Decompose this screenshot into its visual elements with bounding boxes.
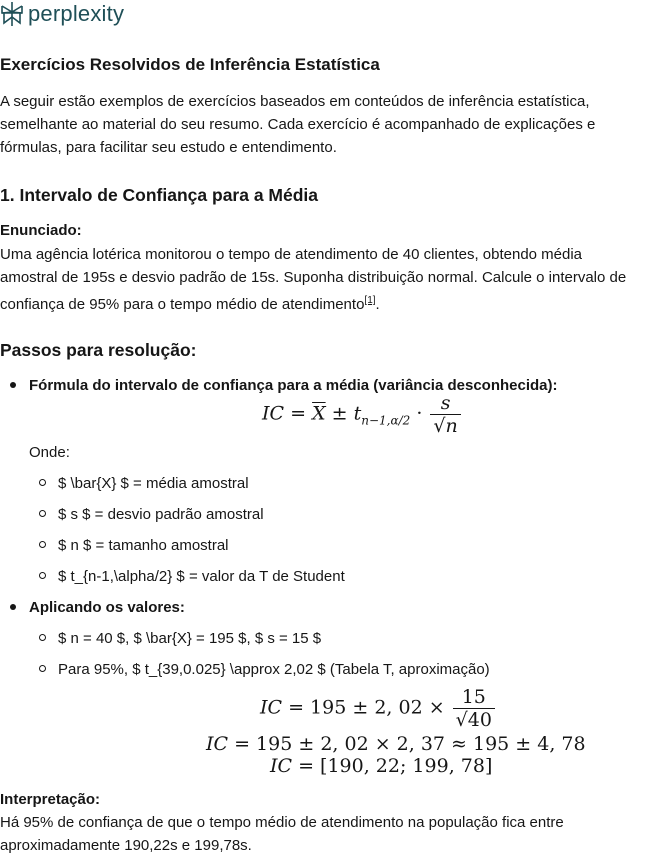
list-item: $ t_{n-1,\alpha/2} $ = valor da T de Student bbox=[58, 568, 345, 585]
formula-label: Fórmula do intervalo de confiança para a média (variância desconhecida): bbox=[29, 377, 558, 394]
computation-line-3: IC = [190, 22; 199, 78] bbox=[270, 755, 493, 777]
bullet-dot bbox=[10, 382, 16, 388]
bullet-ring bbox=[39, 510, 46, 517]
list-item: $ s $ = desvio padrão amostral bbox=[58, 506, 264, 523]
list-item: Para 95%, $ t_{39,0.025} \approx 2,02 $ (Tabela T, aproximação) bbox=[58, 661, 490, 678]
statement-label: Enunciado: bbox=[0, 222, 82, 239]
intro-paragraph bbox=[0, 90, 595, 159]
list-item: $ \bar{X} $ = média amostral bbox=[58, 475, 249, 492]
statement-line: Uma agência lotérica monitorou o tempo de atendimento de 40 clientes, obtendo média bbox=[0, 246, 583, 263]
page-title: Exercícios Resolvidos de Inferência Estatística bbox=[0, 55, 380, 74]
ci-formula: IC = $\overline{X} \pm t_{n-1,\alpha/2}$ · $\frac{s}{√n}$ bbox=[262, 392, 463, 437]
computation-line-2: IC = 195 ± 2, 02 × 2, 37 ≈ 195 ± 4, 78 bbox=[206, 733, 586, 755]
steps-heading: Passos para resolução: bbox=[0, 340, 197, 360]
bullet-ring bbox=[39, 572, 46, 579]
interpretation-paragraph bbox=[0, 811, 564, 857]
intro-line: semelhante ao material do seu resumo. Cada exercício é acompanhado de explicações e bbox=[0, 116, 596, 133]
list-item: $ n = 40 $, $ \bar{X} = 195 $, $ s = 15 $ bbox=[58, 630, 322, 647]
section-heading: 1. Intervalo de Confiança para a Média bbox=[0, 185, 319, 205]
apply-label: Aplicando os valores: bbox=[29, 599, 185, 616]
statement-line: confiança de 95% para o tempo médio de atendimento[1]. bbox=[0, 295, 380, 313]
interpretation-label: Interpretação: bbox=[0, 791, 101, 808]
perplexity-logo-icon bbox=[0, 1, 24, 27]
bullet-ring bbox=[39, 665, 46, 672]
brand-name: perplexity bbox=[28, 1, 125, 26]
list-item: $ n $ = tamanho amostral bbox=[58, 537, 229, 554]
perplexity-logo[interactable] bbox=[0, 0, 124, 28]
where-label: Onde: bbox=[29, 444, 70, 461]
citation-link[interactable]: [1] bbox=[364, 295, 376, 306]
intro-line: A seguir estão exemplos de exercícios baseados em conteúdos de inferência estatística, bbox=[0, 93, 590, 110]
bullet-ring bbox=[39, 541, 46, 548]
interpretation-line: Há 95% de confiança de que o tempo médio de atendimento na população fica entre bbox=[0, 814, 564, 831]
bullet-ring bbox=[39, 634, 46, 641]
bullet-dot bbox=[10, 604, 16, 610]
computation-line-1: IC = 195 ± 2, 02 × $\frac{15}{√40}$ bbox=[260, 686, 497, 731]
statement-line: amostral de 195s e desvio padrão de 15s. Suponha distribuição normal. Calcule o intervalo de bbox=[0, 269, 627, 286]
interpretation-line: aproximadamente 190,22s e 199,78s. bbox=[0, 837, 252, 854]
intro-line: fórmulas, para facilitar seu estudo e entendimento. bbox=[0, 139, 337, 156]
statement-paragraph bbox=[0, 243, 626, 316]
bullet-ring bbox=[39, 479, 46, 486]
